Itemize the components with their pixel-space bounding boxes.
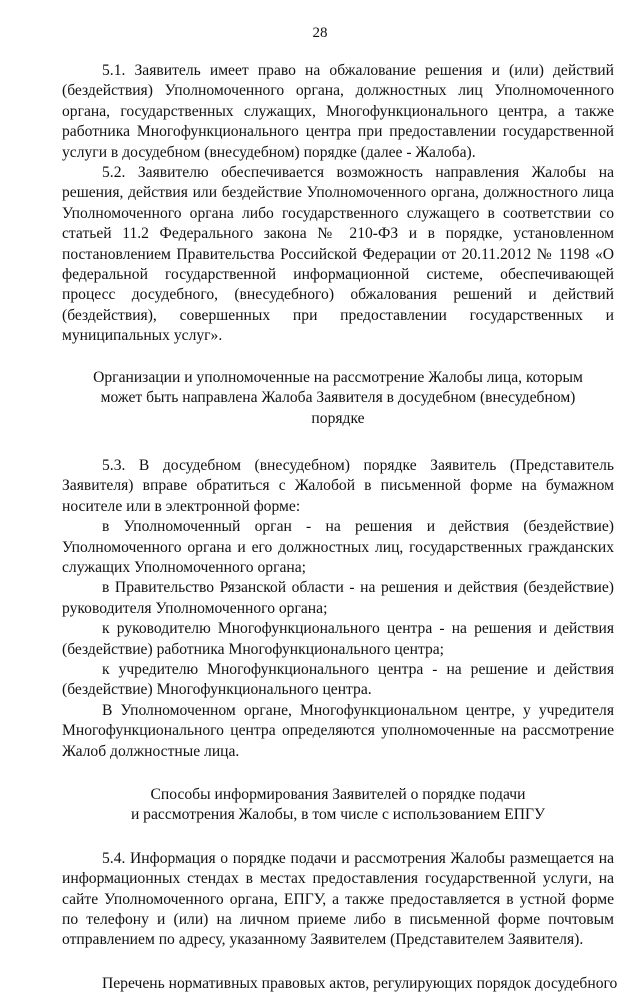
section-heading-informing-line-2: и рассмотрения Жалобы, в том числе с использованием ЕПГУ — [130, 806, 546, 824]
section-heading-regulatory-acts-partial: Перечень нормативных правовых актов, регулирующих порядок досудебного — [102, 974, 618, 992]
page-number: 28 — [312, 25, 328, 41]
paragraph-5-3: 5.3. В досудебном (внесудебном) порядке Заявитель (Представитель Заявителя) вправе обратиться с Жалобой в письменной форме на бумажном носителе или в электронной форме: — [62, 456, 614, 515]
spacer — [62, 762, 614, 785]
spacer — [62, 429, 614, 456]
paragraph-5-1: 5.1. Заявитель имеет право на обжалование решения и (или) действий (бездействия) Уполномоченного органа, должностных лиц Уполномоченного органа, государственных служащих, Многофункционального центра, а также работника Многофункционального центра при предоставлении государственной услуги в досудебном (внесудебном) порядке (далее - Жалоба). — [62, 62, 614, 161]
section-heading-complaint-recipients: Организации и уполномоченные на рассмотрение Жалобы лица, которым может быть направлена Жалоба Заявителя в досудебном (внесудебном) порядке — [93, 368, 583, 427]
spacer — [62, 826, 614, 849]
spacer — [62, 347, 614, 368]
spacer — [62, 951, 614, 974]
paragraph-5-3-mfc-founder: к учредителю Многофункционального центра - на решение и действия (бездействие) Многофункционального центра. — [62, 660, 614, 699]
paragraph-5-3-mfc-head: к руководителю Многофункционального центра - на решения и действия (бездействие) работника Многофункционального центра; — [62, 620, 614, 658]
paragraph-5-3-authorized-officials: В Уполномоченном органе, Многофункциональном центре, у учредителя Многофункционального центра определяются уполномоченные на рассмотрение Жалоб должностные лица. — [62, 701, 614, 760]
document-body — [62, 61, 618, 994]
section-heading-informing-line-1: Способы информирования Заявителей о порядке подачи — [150, 786, 526, 803]
paragraph-5-3-authorized-body: в Уполномоченный орган - на решения и действия (бездействие) Уполномоченного органа и его должностных лиц, государственных гражданских служащих Уполномоченного органа; — [62, 518, 614, 576]
paragraph-5-4: 5.4. Информация о порядке подачи и рассмотрения Жалобы размещается на информационных стендах в местах предоставления государственной услуги, на сайте Уполномоченного органа, ЕПГУ, а также предоставляется в устной форме по телефону и (или) на личном приеме либо в письменной форме почтовым отправлением по адресу, указанному Заявителем (Представителем Заявителя). — [62, 849, 614, 949]
paragraph-5-3-regional-government: в Правительство Рязанской области - на решения и действия (бездействие) руководителя Уполномоченного органа; — [62, 579, 614, 617]
paragraph-5-2: 5.2. Заявителю обеспечивается возможность направления Жалобы на решения, действия или бездействие Уполномоченного органа, должностного лица Уполномоченного органа либо государственного служащего в соответствии со статьей 11.2 Федерального закона № 210-ФЗ и в порядке, установленном постановлением Правительства Российской Федерации от 20.11.2012 № 1198 «О федеральной государственной информационной системе, обеспечивающей процесс досудебного, (внесудебного) обжалования решений и действий (бездействия), совершенных при предоставлении государственных и муниципальных услуг». — [62, 164, 614, 345]
